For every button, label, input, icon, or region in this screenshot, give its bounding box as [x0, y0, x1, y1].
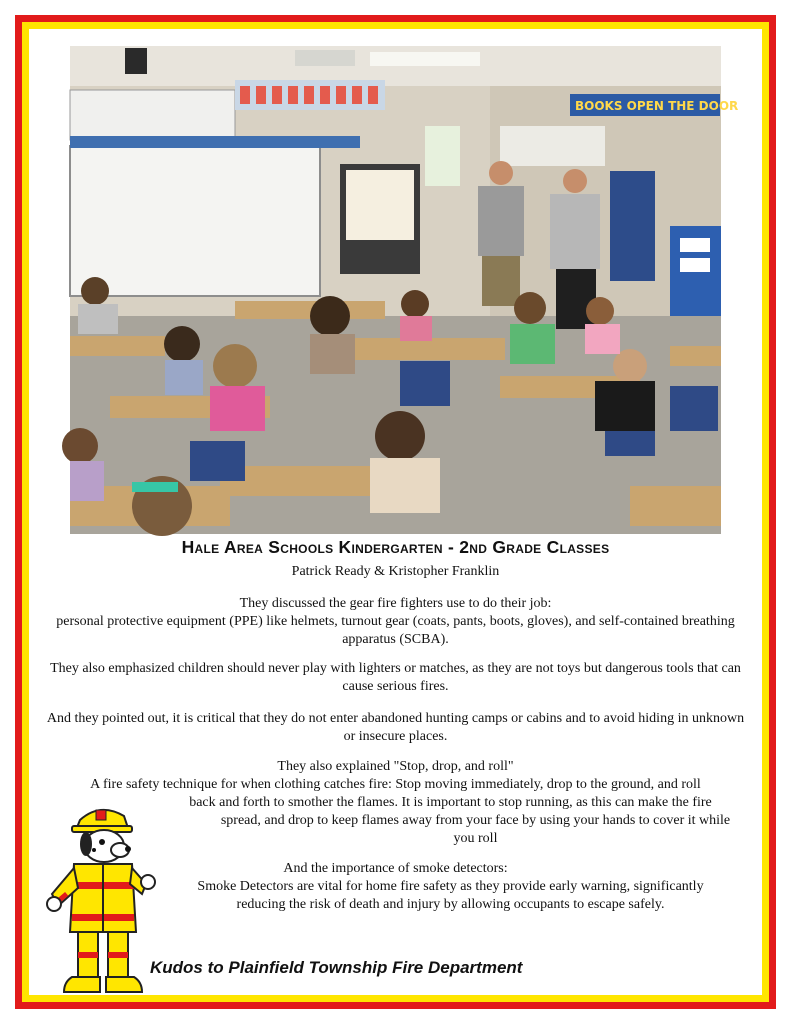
article-title: Hale Area Schools Kindergarten - 2nd Grade Classes: [181, 537, 610, 557]
smoke-line-2: reducing the risk of death and injury by allowing occupants to escape safely.: [236, 897, 665, 912]
smoke-line-1: Smoke Detectors are vital for home fire safety as they provide early warning, significantly: [197, 879, 704, 894]
classroom-photo: [70, 46, 739, 534]
stop-drop-heading: They also explained "Stop, drop, and roll": [277, 759, 514, 774]
stop-drop-line-4: you roll: [453, 831, 498, 846]
kudos-footer: Kudos to Plainfield Township Fire Department: [150, 958, 523, 977]
stop-drop-line-2: back and forth to smother the flames. It is important to stop running, as this can make the fire: [189, 795, 712, 810]
smoke-heading: And the importance of smoke detectors:: [283, 861, 508, 876]
gear-paragraph: [42, 595, 749, 649]
camps-paragraph: And they pointed out, it is critical that they do not enter abandoned hunting camps or cabins and to avoid hiding in unknown or insecure places.: [46, 711, 745, 744]
presenters: Patrick Ready & Kristopher Franklin: [291, 564, 500, 579]
gear-detail: personal protective equipment (PPE) like helmets, turnout gear (coats, pants, boots, gloves), and self-contained breathing apparatus (SCBA).: [56, 614, 735, 647]
stop-drop-line-1: A fire safety technique for when clothing catches fire: Stop moving immediately, drop to the ground, and roll: [90, 777, 701, 792]
gear-intro: They discussed the gear fire fighters use to do their job:: [239, 596, 552, 611]
stop-drop-line-3: spread, and drop to keep flames away from your face by using your hands to cover it while: [220, 813, 731, 828]
photo-sign-text: BOOKS OPEN THE DOOR: [575, 99, 739, 113]
sparky-fire-dog-mascot-icon: [42, 802, 157, 997]
lighters-paragraph: They also emphasized children should never play with lighters or matches, as they are not toys but dangerous tools that can cause serious fires.: [50, 661, 741, 694]
